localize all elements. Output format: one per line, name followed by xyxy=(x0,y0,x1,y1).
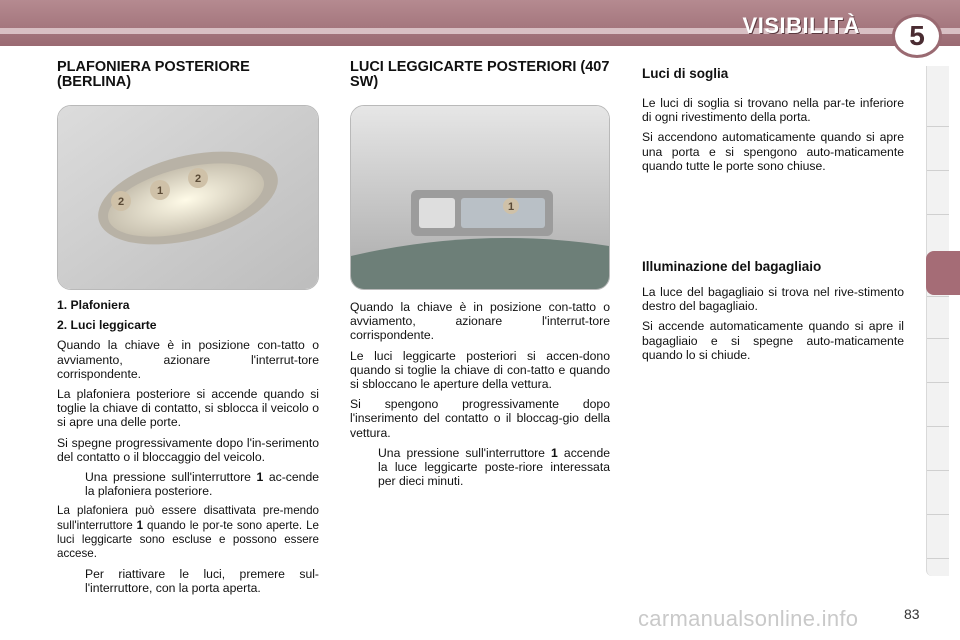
paragraph: La luce del bagagliaio si trova nel rive-stimento destro del bagagliaio. xyxy=(642,285,904,314)
paragraph: Le luci leggicarte posteriori si accen-dono quando si toglie la chiave di con-tatto e quando si sbloccano le aperture della vettura. xyxy=(350,348,610,392)
paragraph-text-bold: 1 xyxy=(136,518,144,532)
bullet-text-bold: 1 xyxy=(256,470,264,485)
tab-divider xyxy=(927,426,949,427)
section-heading: PLAFONIERA POSTERIORE (BERLINA) xyxy=(57,59,250,90)
paragraph-text: La plafoniera può essere disattivata pre-mendo sull'interruttore xyxy=(57,504,319,532)
bullet-item xyxy=(350,446,610,489)
bullet-text: ac-cende la plafoniera posteriore. xyxy=(85,470,319,499)
column-threshold-and-boot-lights xyxy=(642,66,904,179)
column-rear-reading-lights-text xyxy=(350,300,610,494)
paragraph: Quando la chiave è in posizione con-tatto o avviamento, azionare l'interrut-tore corrispondente. xyxy=(57,338,319,381)
paragraph xyxy=(57,504,319,561)
column-rear-reading-lights xyxy=(350,60,610,100)
chapter-number-badge: 5 xyxy=(892,14,942,58)
column-rear-ceiling-light-text xyxy=(57,298,319,602)
tab-divider xyxy=(927,170,949,171)
column-boot-light xyxy=(642,259,904,368)
section-heading: LUCI LEGGICARTE POSTERIORI (407 SW) xyxy=(350,59,610,90)
paragraph: Si spengono progressivamente dopo l'inserimento del contatto o il bloccag-gio della vettura. xyxy=(350,397,610,440)
legend-item: 2. Luci leggicarte xyxy=(57,318,157,333)
tab-divider xyxy=(927,338,949,339)
legend-item: 1. Plafoniera xyxy=(57,298,130,312)
callout-label: 2 xyxy=(194,173,202,185)
tab-divider xyxy=(927,214,949,215)
ceiling-light-photo xyxy=(57,105,319,290)
pointing-hand-icon xyxy=(57,567,85,595)
bullet-text-bold: 1 xyxy=(551,445,558,460)
section-heading: Luci di soglia xyxy=(642,66,729,81)
paragraph: La plafoniera posteriore si accende quando si toglie la chiave di contatto, si sblocca il veicolo o si apre una delle porte. xyxy=(57,387,319,430)
tab-divider xyxy=(927,514,949,515)
paragraph: Si accendono automaticamente quando si apre una porta e si spengono auto-maticamente quando tutte le porte sono chiuse. xyxy=(642,130,904,173)
callout-label: 1 xyxy=(156,185,164,197)
paragraph: Si accende automaticamente quando si apre il bagagliaio e si spegne auto-maticamente quando lo si chiude. xyxy=(642,319,904,362)
callout-label: 2 xyxy=(117,196,125,208)
bullet-text: Una pressione sull'interruttore xyxy=(378,445,552,460)
chapter-tab-active[interactable] xyxy=(926,251,960,295)
paragraph-text: quando le por-te sono aperte. Le luci leggicarte sono escluse e possono essere accese. xyxy=(57,518,319,561)
callout-label: 1 xyxy=(507,201,515,213)
section-heading: Illuminazione del bagagliaio xyxy=(642,259,822,274)
paragraph: Quando la chiave è in posizione con-tatto o avviamento, azionare l'interrut-tore corrispondente. xyxy=(350,300,610,343)
tab-divider xyxy=(927,470,949,471)
bullet-text: Una pressione sull'interruttore xyxy=(85,470,257,485)
watermark: carmanualsonline.info xyxy=(638,606,859,631)
bullet-text: accende la luce leggicarte poste-riore interessata per dieci minuti. xyxy=(378,445,611,489)
pointing-hand-icon xyxy=(57,470,85,498)
pointing-hand-icon xyxy=(350,446,378,489)
tab-divider xyxy=(927,126,949,127)
page-number: 83 xyxy=(904,606,920,622)
bullet-item xyxy=(57,567,319,595)
tab-divider xyxy=(927,558,949,559)
reading-light-photo xyxy=(350,105,610,290)
column-rear-ceiling-light xyxy=(57,60,319,100)
tab-divider xyxy=(927,296,949,297)
chapter-tab-strip xyxy=(926,66,949,576)
bullet-item xyxy=(57,470,319,498)
paragraph: Si spegne progressivamente dopo l'in-serimento del contatto o il bloccaggio del veicolo. xyxy=(57,435,319,464)
bullet-text: Per riattivare le luci, premere sul-l'interruttore, con la porta aperta. xyxy=(85,567,319,596)
tab-divider xyxy=(927,382,949,383)
paragraph: Le luci di soglia si trovano nella par-te inferiore di ogni rivestimento della porta. xyxy=(642,96,904,125)
chapter-title: VISIBILITÀ xyxy=(742,13,860,38)
